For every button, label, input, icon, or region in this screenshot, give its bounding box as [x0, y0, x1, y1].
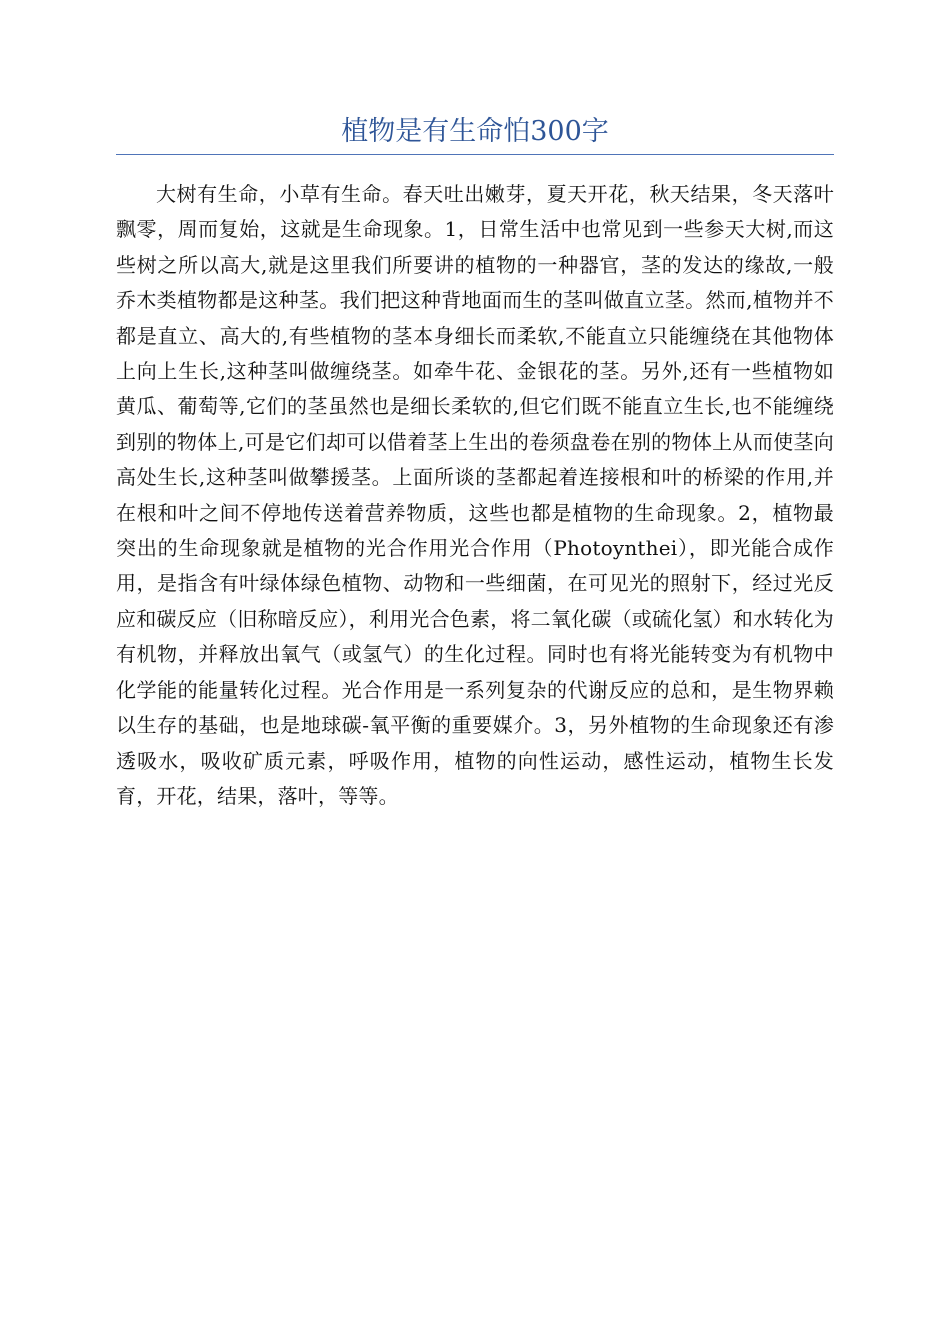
- document-title: 植物是有生命怕300字: [341, 116, 609, 147]
- document-body-paragraph: 大树有生命，小草有生命。春天吐出嫩芽，夏天开花，秋天结果，冬天落叶飘零，周而复始，这就是生命现象。1，日常生活中也常见到一些参天大树,而这些树之所以高大,就是这里我们所要讲的植物的一种器官，茎的发达的缘故,一般乔木类植物都是这种茎。我们把这种背地面而生的茎叫做直立茎。然而,植物并不都是直立、高大的,有些植物的茎本身细长而柔软,不能直立只能缠绕在其他物体上向上生长,这种茎叫做缠绕茎。如牵牛花、金银花的茎。另外,还有一些植物如黄瓜、葡萄等,它们的茎虽然也是细长柔软的,但它们既不能直立生长,也不能缠绕到别的物体上,可是它们却可以借着茎上生出的卷须盘卷在别的物体上从而使茎向高处生长,这种茎叫做攀援茎。上面所谈的茎都起着连接根和叶的桥梁的作用,并在根和叶之间不停地传送着营养物质，这些也都是植物的生命现象。2，植物最突出的生命现象就是植物的光合作用光合作用（Photoynthei），即光能合成作用，是指含有叶绿体绿色植物、动物和一些细菌，在可见光的照射下，经过光反应和碳反应（旧称暗反应），利用光合色素，将二氧化碳（或硫化氢）和水转化为有机物，并释放出氧气（或氢气）的生化过程。同时也有将光能转变为有机物中化学能的能量转化过程。光合作用是一系列复杂的代谢反应的总和，是生物界赖以生存的基础，也是地球碳-氧平衡的重要媒介。3，另外植物的生命现象还有渗透吸水，吸收矿质元素，呼吸作用，植物的向性运动，感性运动，植物生长发育，开花，结果，落叶，等等。: [116, 182, 834, 808]
- title-underline: [116, 154, 834, 155]
